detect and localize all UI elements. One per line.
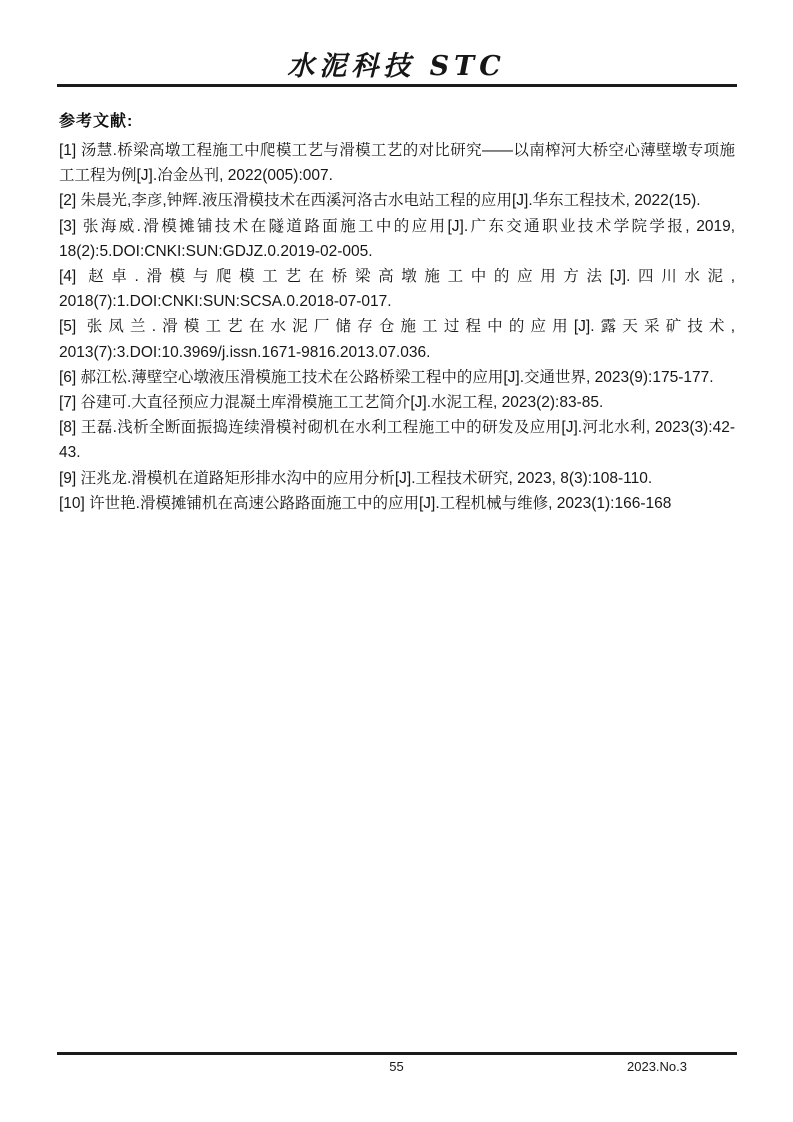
references-heading: 参考文献: — [59, 113, 134, 130]
footer-rule — [57, 1052, 737, 1055]
reference-item-8: [8] 王磊.浅析全断面振捣连续滑模衬砌机在水利工程施工中的研发及应用[J].河北水利, 2023(3):42-43. — [59, 419, 735, 462]
reference-item-2: [2] 朱晨光,李彦,钟辉.液压滑模技术在西溪河洛古水电站工程的应用[J].华东工程技术, 2022(15). — [59, 192, 701, 210]
reference-item-3: [3] 张海威.滑模摊铺技术在隧道路面施工中的应用[J].广东交通职业技术学院学报, 2019, 18(2):5.DOI:CNKI:SUN:GDJZ.0.2019-02-005. — [59, 217, 735, 260]
issue-number: 2023.No.3 — [627, 1059, 687, 1074]
reference-item-10: [10] 许世艳.滑模摊铺机在高速公路路面施工中的应用[J].工程机械与维修, 2023(1):166-168 — [59, 494, 672, 512]
journal-title: 水泥科技 STC — [287, 51, 506, 82]
reference-item-7: [7] 谷建可.大直径预应力混凝土库滑模施工工艺简介[J].水泥工程, 2023(2):83-85. — [59, 394, 604, 412]
page-number: 55 — [389, 1059, 404, 1074]
reference-item-4: [4] 赵卓.滑模与爬模工艺在桥梁高墩施工中的应用方法[J].四川水泥, 2018(7):1.DOI:CNKI:SUN:SCSA.0.2018-07-017. — [59, 268, 735, 311]
reference-item-6: [6] 郝江松.薄壁空心墩液压滑模施工技术在公路桥梁工程中的应用[J].交通世界, 2023(9):175-177. — [59, 368, 714, 386]
reference-item-5: [5] 张凤兰.滑模工艺在水泥厂储存仓施工过程中的应用[J].露天采矿技术, 2013(7):3.DOI:10.3969/j.issn.1671-9816.2013.07.036. — [59, 318, 735, 361]
reference-item-1: [1] 汤慧.桥梁高墩工程施工中爬模工艺与滑模工艺的对比研究——以南榨河大桥空心薄壁墩专项施工工程为例[J].冶金丛刊, 2022(005):007. — [59, 142, 735, 185]
reference-item-9: [9] 汪兆龙.滑模机在道路矩形排水沟中的应用分析[J].工程技术研究, 2023, 8(3):108-110. — [59, 469, 653, 487]
references-section — [59, 108, 735, 516]
header-rule — [57, 84, 737, 87]
